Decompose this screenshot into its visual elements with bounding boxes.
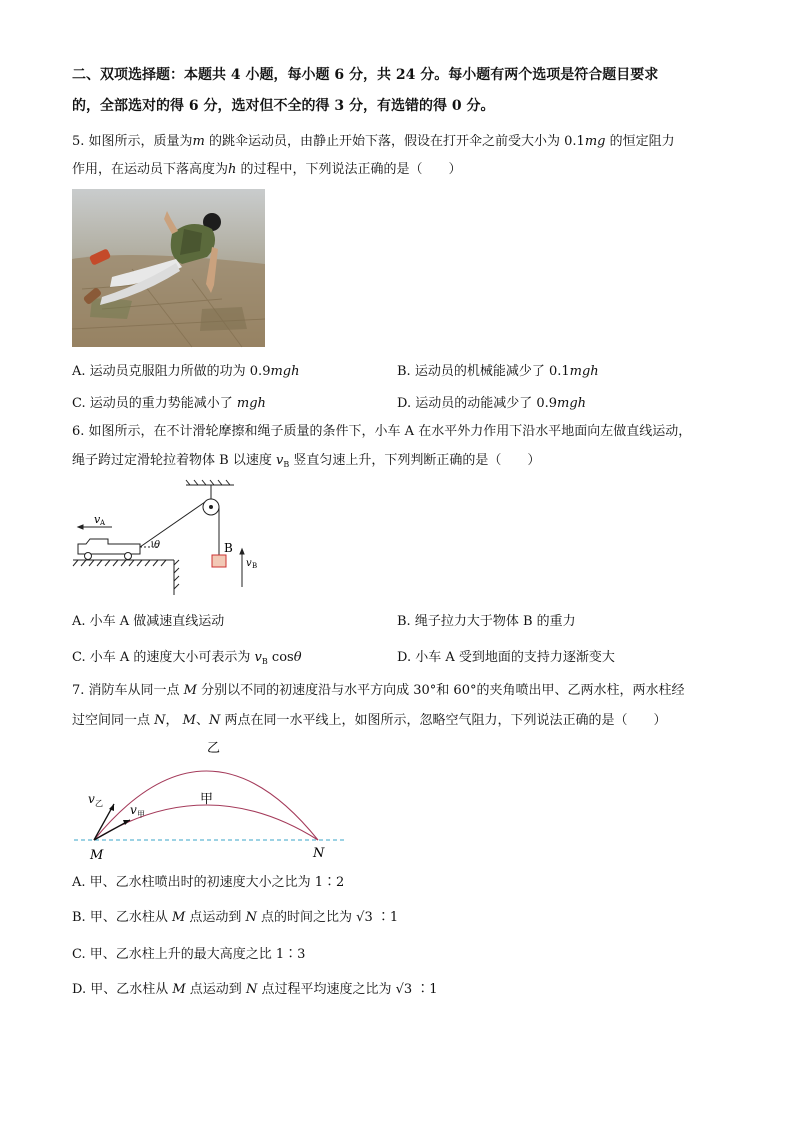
q6-option-a[interactable]: A. 小车 A 做减速直线运动 xyxy=(72,614,225,629)
q7-option-a[interactable]: A. 甲、乙水柱喷出时的初速度大小之比为 1∶2 xyxy=(72,875,345,890)
q5-stem-line2: 作用，在运动员下落高度为h 的过程中，下列说法正确的是（ ） xyxy=(72,162,462,177)
section-heading-line2: 的，全部选对的得 6 分，选对但不全的得 3 分，有选错的得 0 分。 xyxy=(72,98,495,114)
q6-option-c[interactable]: C. 小车 A 的速度大小可表示为 $v_B$ cosθ xyxy=(72,650,302,666)
svg-text:乙: 乙 xyxy=(95,799,103,808)
q5-option-c[interactable]: C. 运动员的重力势能减小了 mgh xyxy=(72,396,266,411)
svg-text:A: A xyxy=(100,519,106,527)
label-jia: 甲 xyxy=(200,792,214,807)
q7-option-c[interactable]: C. 甲、乙水柱上升的最大高度之比 1∶3 xyxy=(72,947,306,962)
label-b: B xyxy=(224,541,233,555)
label-m: M xyxy=(90,848,104,863)
cart-a xyxy=(78,539,140,554)
q7-stem-line2: 过空间同一点 N， M、N 两点在同一水平线上，如图所示，忽略空气阻力，下列说法正确的是（ ） xyxy=(72,713,667,728)
q6-stem-line2: 绳子跨过定滑轮拉着物体 B 以速度 $v_B$ 竖直匀速上升，下列判断正确的是（ ） xyxy=(72,453,541,469)
q6-option-d[interactable]: D. 小车 A 受到地面的支持力逐渐变大 xyxy=(397,650,615,665)
label-va: v xyxy=(94,513,101,526)
label-v-jia: v xyxy=(130,803,137,817)
q6-stem-line1: 6. 如图所示，在不计滑轮摩擦和绳子质量的条件下，小车 A 在水平外力作用下沿水平地面向左做直线运动， xyxy=(72,424,692,439)
q7-option-d[interactable]: D. 甲、乙水柱从 M 点运动到 N 点过程平均速度之比为 √3 ∶1 xyxy=(72,982,438,997)
q7-trajectory-diagram xyxy=(70,736,360,864)
q5-option-a[interactable]: A. 运动员克服阻力所做的功为 0.9mgh xyxy=(72,364,300,379)
q6-option-b[interactable]: B. 绳子拉力大于物体 B 的重力 xyxy=(397,614,576,629)
trajectory-jia xyxy=(94,805,318,840)
q5-option-d[interactable]: D. 运动员的动能减少了 0.9mgh xyxy=(397,396,587,411)
label-yi: 乙 xyxy=(207,741,221,756)
label-vb: v xyxy=(246,558,252,569)
label-n: N xyxy=(313,846,325,861)
rope xyxy=(140,502,205,547)
svg-text:甲: 甲 xyxy=(137,810,145,819)
block-b xyxy=(212,555,226,567)
section-heading-line1: 二、双项选择题：本题共 4 小题，每小题 6 分，共 24 分。每小题有两个选项是符合题目要求 xyxy=(72,67,659,83)
q6-pulley-diagram xyxy=(68,477,258,599)
q7-stem-line1: 7. 消防车从同一点 M 分别以不同的初速度沿与水平方向成 30°和 60°的夹角喷出甲、乙两水柱，两水柱经 xyxy=(72,683,685,698)
skydiver-photo xyxy=(72,189,265,347)
q5-option-b[interactable]: B. 运动员的机械能减少了 0.1mgh xyxy=(397,364,599,379)
q5-stem-line1: 5. 如图所示，质量为m 的跳伞运动员，由静止开始下落，假设在打开伞之前受大小为 0.1mg 的恒定阻力 xyxy=(72,134,675,149)
label-vb-sub: B xyxy=(252,562,258,570)
q7-option-b[interactable]: B. 甲、乙水柱从 M 点运动到 N 点的时间之比为 √3 ∶1 xyxy=(72,910,399,925)
label-v-yi: v xyxy=(88,792,95,806)
label-theta: θ xyxy=(154,540,161,551)
